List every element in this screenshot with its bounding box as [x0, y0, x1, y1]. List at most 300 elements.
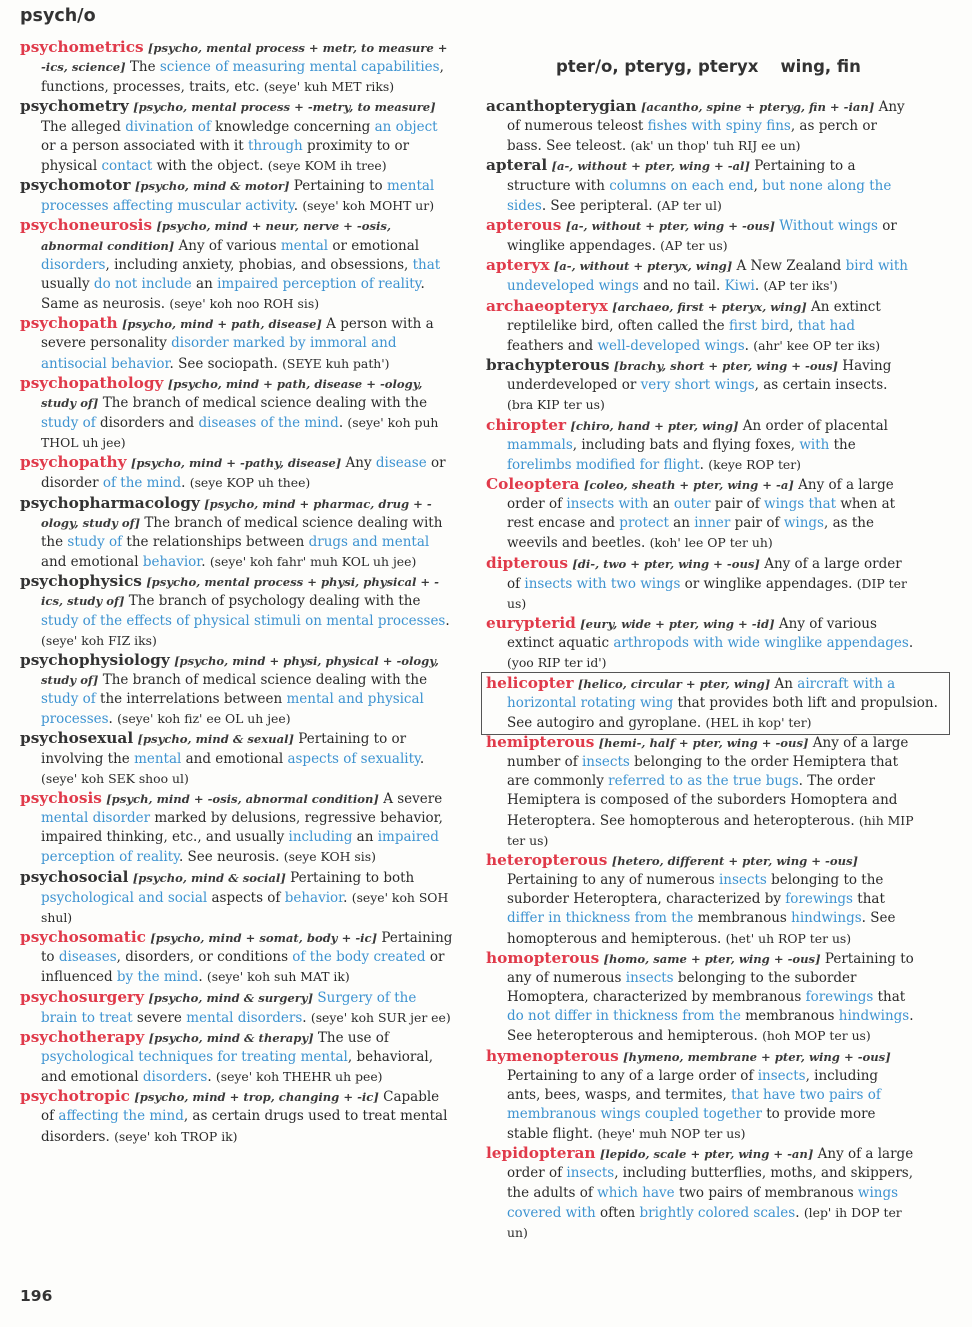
- highlighted-definition-text: study of the effects of physical stimuli on mental processes: [41, 612, 446, 629]
- highlighted-definition-text: do not differ in thickness from the: [507, 1008, 741, 1025]
- definition-text: when at rest encase and: [507, 496, 896, 532]
- entry-etymology: [psycho, mind + pharmac, drug + -ology, study of]: [41, 496, 432, 530]
- definition-text: A New Zealand: [732, 258, 846, 275]
- dictionary-entry: [486, 475, 914, 554]
- highlighted-definition-text: impaired perception of reality: [217, 275, 421, 292]
- entry-etymology: [psycho, mental process + physi, physical + -ics, study of]: [41, 575, 439, 609]
- highlighted-definition-text: hindwings: [838, 1008, 910, 1025]
- definition-text: , functions, processes, traits, etc.: [41, 59, 444, 96]
- entry-etymology: [psycho, mind + neur, nerve + -osis, abnormal condition]: [41, 219, 391, 253]
- highlighted-definition-text: insects: [625, 969, 674, 986]
- definition-text: . See peripteral.: [541, 197, 653, 214]
- definition-text: .: [754, 278, 760, 295]
- dictionary-entry: [486, 216, 914, 256]
- entry-pronunciation: (seye' kuh MET riks): [263, 79, 395, 95]
- highlighted-definition-text: wings that: [764, 496, 837, 513]
- right-column-header: [556, 57, 861, 76]
- definition-text: An extinct reptilelike bird, often called the: [507, 298, 881, 334]
- entry-headword: homopterous: [486, 948, 600, 967]
- definition-text: Any of numerous teleost: [507, 99, 905, 135]
- highlighted-definition-text: affecting the mind: [58, 1108, 184, 1125]
- highlighted-definition-text: aircraft with a horizontal rotating wing: [507, 675, 896, 711]
- dictionary-entry: [486, 97, 914, 156]
- highlighted-definition-text: forelimbs modified for flight: [507, 456, 700, 473]
- entry-etymology: [psycho, mind + physi, physical + -ology, study of]: [41, 653, 439, 687]
- definition-text: .: [201, 554, 206, 571]
- dictionary-entry: [20, 374, 456, 454]
- entry-etymology: [homo, same + pter, wing + -ous]: [603, 951, 821, 966]
- definition-text: aspects of: [207, 889, 285, 906]
- definition-text: that provides both lift and propulsion. See autogiro and gyroplane.: [507, 694, 938, 731]
- entry-headword: apterous: [486, 215, 562, 234]
- definition-text: and no tail.: [638, 278, 725, 295]
- entry-headword: psychosexual: [20, 729, 134, 748]
- highlighted-definition-text: of the body created: [292, 949, 426, 966]
- dictionary-entry: [20, 216, 456, 314]
- dictionary-entry: [486, 851, 914, 949]
- highlighted-definition-text: by the mind: [116, 969, 199, 986]
- entry-pronunciation: (lep' ih DOP ter un): [507, 1204, 902, 1240]
- definition-text: the: [829, 436, 856, 453]
- entry-etymology: [psycho, mental process + metr, to measure + -ics, science]: [41, 41, 448, 75]
- definition-text: and emotional: [181, 750, 288, 767]
- entry-pronunciation: (ahr' kee OP ter iks): [753, 337, 881, 353]
- entry-pronunciation: (seye' koh SEK shoo ul): [41, 770, 189, 786]
- entry-etymology: [hetero, different + pter, wing + -ous]: [611, 853, 859, 868]
- entry-etymology: [psycho, mind & social]: [132, 870, 286, 885]
- entry-headword: apteryx: [486, 256, 550, 275]
- definition-text: .: [207, 1069, 212, 1086]
- highlighted-definition-text: columns on each end: [609, 177, 754, 194]
- dictionary-entry: [486, 733, 914, 851]
- dictionary-entry: [486, 297, 914, 356]
- dictionary-entry: [20, 1087, 456, 1146]
- definition-text: two pairs of membranous: [674, 1184, 858, 1201]
- entry-pronunciation: (heye' muh NOP ter us): [597, 1126, 746, 1142]
- entry-pronunciation: (seye' koh SUR jer ee): [310, 1009, 451, 1025]
- definition-text: A person with a severe personality: [41, 316, 434, 352]
- definition-text: proximity to or physical: [41, 137, 410, 174]
- definition-text: , including anxiety, phobias, and obsessions,: [105, 256, 413, 273]
- highlighted-definition-text: mental and physical processes: [41, 691, 424, 728]
- definition-text: knowledge concerning: [210, 118, 375, 135]
- entry-etymology: [helico, circular + pter, wing]: [577, 676, 771, 691]
- entry-etymology: [psycho, mind + trop, changing + -ic]: [134, 1090, 379, 1105]
- entry-headword: hemipterous: [486, 733, 595, 751]
- entry-headword: Coleoptera: [486, 474, 580, 493]
- entry-pronunciation: (AP ter us): [660, 238, 728, 254]
- definition-text: .: [302, 1009, 307, 1026]
- highlighted-definition-text: psychological techniques for treating mental: [41, 1048, 348, 1065]
- entry-pronunciation: (seye' koh fahr' muh KOL uh jee): [209, 554, 417, 570]
- highlighted-definition-text: psychological and social: [41, 889, 208, 906]
- dictionary-entry: [486, 1047, 914, 1145]
- definition-text: an: [648, 496, 674, 513]
- entry-headword: psychoneurosis: [20, 216, 153, 235]
- definition-text: .: [445, 612, 450, 629]
- definition-text: . Same as neurosis.: [41, 275, 425, 313]
- entry-headword: dipterous: [486, 553, 568, 572]
- highlighted-definition-text: contact: [101, 157, 153, 174]
- highlighted-entry: [483, 674, 948, 733]
- highlighted-definition-text: aspects of sexuality: [287, 750, 420, 767]
- entry-pronunciation: (HEL ih kop' ter): [705, 714, 812, 730]
- entry-pronunciation: (seye' koh THEHR uh pee): [215, 1069, 383, 1085]
- highlighted-definition-text: which have: [597, 1184, 675, 1201]
- highlighted-definition-text: inner: [694, 515, 731, 532]
- entry-pronunciation: (bra KIP ter us): [507, 397, 605, 413]
- dictionary-entry: [20, 868, 456, 928]
- highlighted-definition-text: fishes with spiny fins: [647, 118, 791, 135]
- definition-text: belonging to the order Hemiptera that are commonly: [507, 754, 899, 790]
- highlighted-definition-text: diseases of the mind: [198, 414, 339, 431]
- entry-pronunciation: (seye' koh MOHT ur): [302, 198, 435, 214]
- entry-headword: heteropterous: [486, 850, 608, 869]
- entry-etymology: [psycho, mind + path, disease]: [121, 317, 322, 332]
- entry-etymology: [a-, without + pteryx, wing]: [553, 259, 733, 274]
- highlighted-definition-text: disease: [375, 455, 427, 472]
- entry-pronunciation: (hoh MOP ter us): [762, 1028, 871, 1044]
- definition-text: Any of a large order of: [507, 476, 894, 513]
- entry-headword: psychopharmacology: [20, 493, 200, 512]
- entry-pronunciation: (AP ter ul): [656, 197, 722, 213]
- entry-pronunciation: (AP ter iks'): [763, 278, 838, 294]
- definition-text: with the object.: [152, 157, 264, 174]
- definition-text: Any of a large order of: [507, 1146, 914, 1182]
- entry-headword: hymenopterous: [486, 1046, 619, 1065]
- definition-text: .: [795, 1204, 800, 1221]
- root-forms: pter/o, pteryg, pteryx: [556, 57, 759, 76]
- dictionary-entry: [20, 789, 456, 868]
- highlighted-definition-text: insects: [581, 754, 630, 771]
- entry-pronunciation: (keye ROP ter): [708, 456, 802, 472]
- definition-text: Having underdeveloped or: [507, 358, 892, 394]
- highlighted-definition-text: referred to as the true bugs: [608, 773, 799, 790]
- definition-text: . See sociopath.: [169, 355, 278, 372]
- highlighted-definition-text: insects with two wings: [524, 575, 681, 592]
- definition-text: , as the weevils and beetles.: [507, 515, 874, 552]
- definition-text: .: [699, 456, 704, 473]
- highlighted-definition-text: insects: [566, 1165, 615, 1182]
- highlighted-definition-text: mammals: [507, 436, 573, 453]
- definition-text: membranous: [740, 1008, 839, 1025]
- definition-text: .: [181, 475, 186, 492]
- dictionary-entry: [20, 729, 456, 788]
- definition-text: belonging to the suborder Homoptera, characterized by membranous: [507, 969, 857, 1006]
- definition-text: feathers and: [507, 337, 598, 354]
- dictionary-entry: [20, 928, 456, 987]
- entry-pronunciation: (hih MIP ter us): [507, 812, 914, 848]
- dictionary-entry: [20, 1028, 456, 1087]
- entry-pronunciation: (seye' koh fiz' ee OL uh jee): [117, 711, 291, 727]
- entry-etymology: [psycho, mind + somat, body + -ic]: [150, 931, 378, 946]
- highlighted-definition-text: first bird: [728, 317, 790, 334]
- definition-text: marked by delusions, regressive behavior, impaired thinking, etc., and usually: [41, 810, 443, 846]
- dictionary-entry: [486, 156, 914, 215]
- definition-text: . See homopterous and hemipterous.: [507, 910, 896, 947]
- entry-headword: psychometrics: [20, 38, 144, 56]
- highlighted-definition-text: that had: [797, 317, 856, 334]
- entry-etymology: [lepido, scale + pter, wing + -an]: [599, 1147, 814, 1162]
- definition-text: The branch of medical science dealing with the: [41, 514, 443, 550]
- entry-headword: apteral: [486, 156, 548, 175]
- highlighted-definition-text: mental: [134, 750, 182, 767]
- definition-text: often: [595, 1204, 640, 1221]
- dictionary-entry: [486, 256, 914, 296]
- highlighted-definition-text: well-developed wings: [597, 337, 745, 354]
- root-gloss: wing, fin: [780, 57, 861, 76]
- definition-text: An order of placental: [738, 417, 888, 434]
- entry-etymology: [hemi-, half + pter, wing + -ous]: [598, 736, 809, 750]
- definition-text: . See heteropterous and hemipterous.: [507, 1008, 914, 1045]
- entry-headword: psychopathology: [20, 373, 164, 392]
- highlighted-definition-text: study of: [41, 691, 96, 708]
- highlighted-definition-text: study of: [41, 414, 96, 431]
- definition-text: pair of: [710, 496, 765, 513]
- entry-pronunciation: (yoo RIP ter id'): [507, 655, 607, 671]
- definition-text: Pertaining to both: [285, 869, 415, 886]
- definition-text: A severe: [378, 790, 443, 807]
- highlighted-definition-text: very short wings: [640, 377, 755, 394]
- definition-text: an: [352, 829, 378, 846]
- highlighted-definition-text: Surgery of the brain to treat: [41, 989, 417, 1026]
- definition-text: that: [873, 989, 906, 1006]
- dictionary-entry: [20, 176, 456, 216]
- definition-text: usually: [41, 275, 94, 292]
- entry-etymology: [chiro, hand + pter, wing]: [570, 418, 739, 433]
- highlighted-definition-text: of the mind: [102, 475, 182, 492]
- left-column-entries: [20, 38, 456, 1147]
- entry-pronunciation: (ak' un thop' tuh RIJ ee un): [630, 138, 801, 154]
- highlighted-definition-text: mental disorders: [186, 1009, 303, 1026]
- definition-text: or disorder: [41, 455, 446, 492]
- dictionary-entry: [486, 554, 914, 614]
- definition-text: or a person associated with it: [41, 137, 248, 154]
- highlighted-definition-text: disorders: [41, 256, 106, 273]
- entry-etymology: [psycho, mind & surgery]: [148, 990, 314, 1005]
- dictionary-entry: [20, 38, 456, 97]
- definition-text: severe: [132, 1009, 187, 1026]
- entry-pronunciation: (seye KOH sis): [283, 849, 376, 865]
- entry-headword: psychosocial: [20, 867, 129, 886]
- highlighted-definition-text: impaired perception of reality: [41, 829, 439, 866]
- definition-text: Pertaining to: [289, 178, 387, 195]
- entry-headword: archaeopteryx: [486, 296, 608, 315]
- highlighted-definition-text: that: [412, 256, 441, 273]
- definition-text: , behavioral, and emotional: [41, 1048, 434, 1086]
- highlighted-definition-text: Without wings: [779, 217, 878, 234]
- dictionary-entry: [486, 949, 914, 1047]
- definition-text: An: [770, 675, 798, 692]
- definition-text: The: [125, 59, 160, 76]
- entry-headword: psychopath: [20, 314, 118, 333]
- highlighted-definition-text: brightly colored scales: [639, 1204, 796, 1221]
- entry-etymology: [a-, without + pter, wing + -al]: [551, 159, 750, 174]
- definition-text: .: [198, 969, 203, 986]
- page-section-heading: psych/o: [20, 6, 96, 26]
- highlighted-definition-text: but none along the sides: [507, 177, 892, 214]
- definition-text: to provide more stable flight.: [507, 1105, 876, 1143]
- definition-text: Any of a large number of: [507, 735, 909, 771]
- dictionary-entry: [20, 572, 456, 651]
- definition-text: Pertaining to a structure with: [507, 158, 856, 194]
- definition-text: or influenced: [41, 949, 445, 986]
- entry-headword: brachypterous: [486, 356, 610, 375]
- entry-headword: eurypterid: [486, 614, 576, 633]
- definition-text: , as perch or bass. See teleost.: [507, 118, 877, 155]
- dictionary-entry: [20, 988, 456, 1028]
- highlighted-definition-text: mental: [280, 237, 329, 254]
- highlighted-definition-text: protect: [619, 515, 669, 532]
- definition-text: Pertaining to any of numerous: [507, 950, 914, 986]
- entry-headword: helicopter: [486, 673, 574, 692]
- definition-text: pair of: [730, 515, 784, 532]
- entry-etymology: [brachy, short + pter, wing + -ous]: [613, 359, 838, 374]
- entry-etymology: [psycho, mind & therapy]: [148, 1030, 314, 1045]
- definition-text: The branch of medical science dealing with the: [98, 672, 428, 688]
- definition-text: .: [108, 711, 113, 728]
- definition-text: .: [419, 750, 425, 767]
- entry-etymology: [psycho, mind + path, disease + -ology, study of]: [41, 376, 423, 410]
- entry-headword: psychopathy: [20, 453, 127, 472]
- highlighted-definition-text: arthropods with wide winglike appendages: [613, 635, 909, 652]
- highlighted-definition-text: divination of: [125, 118, 211, 135]
- highlighted-definition-text: disorders: [142, 1069, 208, 1086]
- entry-headword: acanthopterygian: [486, 97, 637, 115]
- definition-text: or winglike appendages.: [507, 217, 897, 255]
- dictionary-entry: [20, 97, 456, 176]
- entry-headword: psychometry: [20, 97, 129, 116]
- definition-text: the interrelations between: [95, 691, 287, 708]
- definition-text: , as certain insects.: [754, 377, 888, 394]
- highlighted-definition-text: that have two pairs of membranous wings coupled together: [507, 1086, 881, 1122]
- entry-pronunciation: (seye' koh SOH shul): [41, 889, 449, 925]
- highlighted-definition-text: behavior: [284, 889, 344, 906]
- highlighted-definition-text: an object: [374, 118, 438, 135]
- entry-etymology: [acantho, spine + pteryg, fin + -ian]: [640, 100, 875, 114]
- entry-headword: psychophysiology: [20, 650, 170, 669]
- highlighted-definition-text: hindwings: [791, 910, 862, 927]
- entry-headword: psychophysics: [20, 572, 142, 591]
- definition-text: .: [293, 198, 299, 215]
- definition-text: The branch of medical science dealing with the: [98, 394, 428, 411]
- definition-text: .: [343, 889, 348, 906]
- highlighted-definition-text: do not include: [93, 275, 192, 292]
- entry-pronunciation: (seye' koh FIZ iks): [41, 632, 157, 648]
- definition-text: . See neurosis.: [178, 849, 280, 866]
- definition-text: or winglike appendages.: [680, 575, 853, 592]
- entry-pronunciation: (het' uh ROP ter us): [725, 930, 852, 946]
- dictionary-entry: [20, 314, 456, 373]
- definition-text: and emotional: [41, 554, 143, 571]
- entry-headword: psychomotor: [20, 176, 131, 195]
- dictionary-entry: [20, 453, 456, 493]
- definition-text: , as certain drugs used to treat mental disorders.: [41, 1108, 448, 1145]
- definition-text: Any: [341, 455, 376, 472]
- highlighted-definition-text: mental processes affecting muscular activity: [41, 178, 435, 215]
- entry-headword: chiropter: [486, 415, 567, 434]
- entry-etymology: [psych, mind + -osis, abnormal condition]: [106, 791, 379, 806]
- highlighted-definition-text: study of: [67, 533, 123, 550]
- definition-text: the relationships between: [122, 533, 309, 550]
- highlighted-definition-text: diseases: [58, 949, 117, 966]
- entry-pronunciation: (seye KOP uh thee): [189, 475, 311, 491]
- definition-text: The branch of psychology dealing with the: [124, 593, 421, 610]
- entry-etymology: [archaeo, first + pteryx, wing]: [612, 299, 807, 314]
- definition-text: an: [668, 515, 695, 532]
- definition-text: Capable of: [41, 1089, 440, 1125]
- highlighted-definition-text: wings: [783, 515, 824, 532]
- definition-text: Any of a large order of: [507, 555, 902, 592]
- definition-text: belonging to the suborder Heteroptera, characterized by: [507, 872, 884, 908]
- entry-pronunciation: (koh' lee OP ter uh): [649, 535, 773, 551]
- highlighted-definition-text: insects: [757, 1067, 806, 1084]
- definition-text: Pertaining to: [41, 930, 453, 966]
- definition-text: disorders and: [95, 414, 199, 431]
- entry-headword: psychotherapy: [20, 1027, 145, 1046]
- definition-text: ,: [753, 177, 763, 194]
- page-number: 196: [20, 1287, 53, 1305]
- highlighted-definition-text: Kiwi: [724, 278, 755, 295]
- definition-text: , including ants, bees, wasps, and termites,: [507, 1067, 879, 1103]
- definition-text: , including butterflies, moths, and skippers, the adults of: [507, 1165, 914, 1201]
- definition-text: membranous: [693, 910, 792, 927]
- definition-text: Pertaining to or involving the: [41, 731, 407, 767]
- dictionary-entry: [20, 494, 456, 573]
- definition-text: , disorders, or conditions: [116, 949, 293, 966]
- definition-text: Pertaining to any of a large order of: [507, 1067, 758, 1084]
- entry-pronunciation: (DIP ter us): [507, 575, 907, 611]
- entry-pronunciation: (seye KOM ih tree): [267, 157, 387, 173]
- highlighted-definition-text: outer: [673, 496, 711, 513]
- definition-text: , including bats and flying foxes,: [572, 436, 800, 453]
- definition-text: ,: [789, 317, 798, 334]
- dictionary-entry: [486, 1144, 914, 1243]
- definition-text: The use of: [313, 1029, 389, 1046]
- highlighted-definition-text: bird with undeveloped wings: [507, 258, 908, 295]
- definition-text: .: [744, 337, 749, 354]
- entry-pronunciation: (seye' koh TROP ik): [114, 1128, 238, 1144]
- definition-text: Any of various: [174, 237, 281, 254]
- entry-pronunciation: (seye' koh noo ROH sis): [169, 296, 320, 312]
- entry-headword: psychosurgery: [20, 987, 145, 1006]
- entry-pronunciation: (seye' koh puh THOL uh jee): [41, 414, 439, 451]
- entry-etymology: [psycho, mind & motor]: [134, 179, 290, 194]
- dictionary-entry: [486, 356, 914, 415]
- entry-etymology: [psycho, mental process + -metry, to measure]: [133, 100, 436, 115]
- definition-text: . The order Hemiptera is composed of the suborders Homoptera and Heteroptera. See homopterous and heteropterous.: [507, 773, 898, 829]
- definition-text: that: [853, 891, 885, 908]
- entry-etymology: [di-, two + pter, wing + -ous]: [572, 556, 760, 571]
- highlighted-definition-text: through: [247, 137, 303, 154]
- highlighted-definition-text: disorder marked by immoral and antisocial behavior: [41, 335, 397, 372]
- entry-etymology: [psycho, mind & sexual]: [137, 732, 294, 747]
- definition-text: an: [191, 275, 218, 292]
- highlighted-definition-text: insects with: [566, 496, 649, 513]
- highlighted-definition-text: forewings: [785, 891, 853, 908]
- dictionary-entry: [486, 416, 914, 475]
- definition-text: Pertaining to any of numerous: [507, 872, 719, 889]
- entry-pronunciation: (seye' koh suh MAT ik): [206, 969, 350, 985]
- entry-headword: lepidopteran: [486, 1144, 596, 1163]
- highlighted-definition-text: wings covered with: [507, 1184, 899, 1221]
- definition-text: Any of various extinct aquatic: [507, 616, 877, 652]
- highlighted-definition-text: science of measuring mental capabilities: [159, 59, 440, 76]
- highlighted-definition-text: forewings: [805, 989, 874, 1006]
- highlighted-definition-text: mental disorder: [41, 810, 151, 827]
- highlighted-definition-text: behavior: [142, 554, 202, 571]
- entry-headword: psychosomatic: [20, 928, 146, 947]
